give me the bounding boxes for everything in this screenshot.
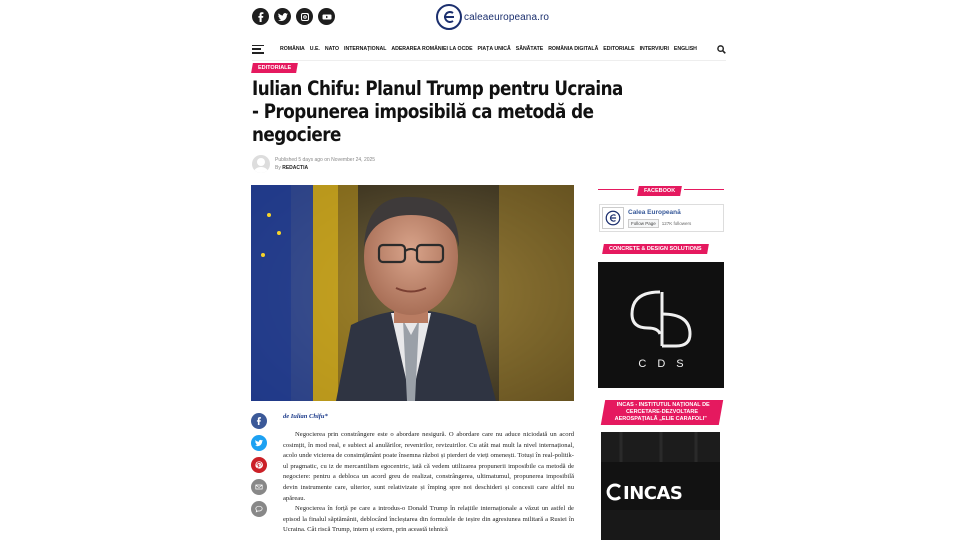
nav-item-international[interactable]: INTERNAȚIONAL [344, 46, 387, 52]
nav-item-nato[interactable]: NATO [324, 46, 340, 52]
logo-mark-icon [436, 4, 462, 30]
share-pinterest-icon[interactable] [251, 457, 267, 473]
article-meta [252, 155, 375, 173]
share-twitter-icon[interactable] [251, 435, 267, 451]
nav-item-editoriale[interactable]: EDITORIALE [603, 46, 635, 52]
fb-page-name[interactable]: Calea Europeană [628, 208, 681, 216]
logo-text: caleaeuropeana.ro [464, 11, 550, 23]
author-avatar[interactable] [252, 155, 270, 173]
twitter-icon[interactable] [274, 8, 291, 25]
social-links [252, 8, 335, 25]
fb-follow-button[interactable]: Follow Page [628, 219, 659, 228]
youtube-icon[interactable] [318, 8, 335, 25]
incas-logo-text: INCAS [605, 483, 682, 504]
article-byline: de Iulian Chifu* [283, 413, 328, 420]
article-hero-image [251, 185, 574, 401]
author-link[interactable]: REDACTIA [282, 165, 309, 171]
sidebar-label-cds: CONCRETE & DESIGN SOLUTIONS [602, 244, 708, 254]
cds-banner[interactable] [598, 262, 724, 388]
facebook-icon[interactable] [252, 8, 269, 25]
share-facebook-icon[interactable] [251, 413, 267, 429]
category-badge[interactable]: EDITORIALE [251, 63, 298, 73]
site-logo[interactable] [436, 4, 549, 30]
share-comment-icon[interactable] [251, 501, 267, 517]
main-nav [252, 42, 726, 56]
meta-text: Published 5 days ago on November 24, 2025 By REDACTIA [275, 157, 376, 171]
nav-item-english[interactable]: ENGLISH [673, 46, 697, 52]
nav-item-romania[interactable]: ROMÂNIA [280, 46, 305, 52]
sidebar-divider [684, 189, 724, 190]
fb-followers-count: 127K followers [661, 220, 692, 226]
nav-divider [252, 60, 726, 61]
share-email-icon[interactable] [251, 479, 267, 495]
nav-item-ue[interactable]: U.E. [309, 46, 320, 52]
nav-item-ocde[interactable]: ADERAREA ROMÂNIEI LA OCDE [391, 46, 473, 52]
logo-mark-icon [605, 210, 621, 226]
article-title: Iulian Chifu: Planul Trump pentru Ucraina - Propunerea imposibilă ca metodă de negociere [252, 77, 623, 146]
nav-item-piata-unica[interactable]: PIAȚA UNICĂ [477, 46, 511, 52]
instagram-icon[interactable] [296, 8, 313, 25]
nav-item-romania-digitala[interactable]: ROMÂNIA DIGITALĂ [548, 46, 599, 52]
incas-logo-icon [605, 483, 623, 501]
cds-text: CDS [638, 358, 695, 370]
facebook-page-widget[interactable] [599, 204, 724, 232]
article-body [283, 430, 574, 536]
sidebar-label-incas: INCAS - INSTITUTUL NAȚIONAL DE CERCETARE-DEZVOLTARE AEROSPAȚIALĂ „ELIE CARAFOLI” [601, 400, 723, 425]
share-buttons [251, 413, 267, 517]
article-paragraph: Negocierea în forță pe care a introdus-o Donald Trump în relațiile internaționale a văzut un astfel de episod la finalul săptămânii, deblocând încleștarea din formulele de ieșire din agresiunea militară a Rusiei în Ucraina. Cât riscă Trump, intern și extern, prin această tehnică [283, 505, 574, 534]
fb-page-thumb [602, 207, 624, 229]
sidebar-divider [598, 189, 634, 190]
article-paragraph: Negocierea prin constrângere este o abordare nesigură. O abordare care nu aduce niciodată un acord cosimțit, în mod real, e subiect al anulărilor, revenirilor, revizuirilor. Cu atât mai mult la nivel internațional, acolo unde vicierea de consimțământ poate însemna război și pierderi de vieți omenești. Totuși în real-politik-ul pragmatic, cu iz de mercantilism egocentric, iată că vedem utilizarea propunerii imposibile ca metodă de negociere: pentru a debloca un acord greu de realizat, constrângerea, ultimatumul, propunerea imposibilă devin instrumente care, ulterior, sunt relativizate și împing spre noi deschideri și concesii care altfel nu apăreau. [283, 431, 574, 502]
nav-item-sanatate[interactable]: SĂNĂTATE [515, 46, 544, 52]
sidebar-label-facebook: FACEBOOK [637, 186, 682, 196]
nav-items [280, 46, 709, 52]
hamburger-menu-icon[interactable] [252, 45, 264, 54]
search-icon[interactable] [717, 45, 726, 54]
nav-item-interviuri[interactable]: INTERVIURI [639, 46, 669, 52]
